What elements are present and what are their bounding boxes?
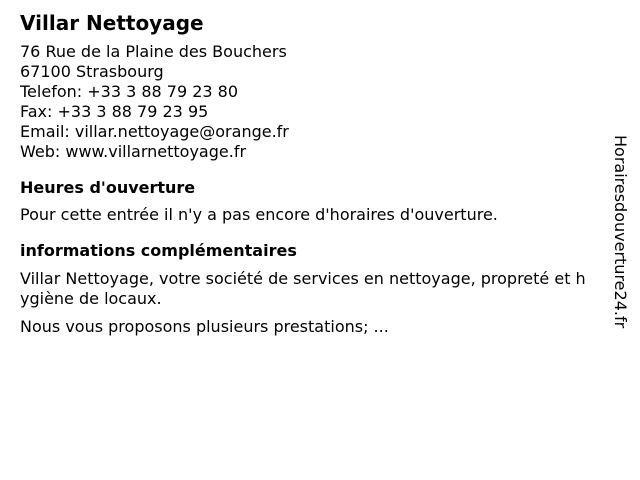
email-address: Email: villar.nettoyage@orange.fr <box>20 122 289 141</box>
additional-info-heading: informations complémentaires <box>20 241 297 260</box>
street-address: 76 Rue de la Plaine des Bouchers <box>20 42 287 61</box>
fax-number: Fax: +33 3 88 79 23 95 <box>20 102 209 121</box>
watermark-text: Horairesdouverture24.fr <box>611 135 630 329</box>
site-watermark <box>610 135 630 350</box>
contact-details <box>20 42 590 162</box>
phone-number: Telefon: +33 3 88 79 23 80 <box>20 82 239 101</box>
website: Web: www.villarnettoyage.fr <box>20 142 247 161</box>
additional-info-paragraph-2: Nous vous proposons plusieurs prestations; ... <box>20 317 389 336</box>
opening-hours-text: Pour cette entrée il n'y a pas encore d'horaires d'ouverture. <box>20 205 498 224</box>
additional-info-paragraph: Villar Nettoyage, votre société de services en nettoyage, propreté et hygiène de locaux. <box>20 269 586 308</box>
business-name: Villar Nettoyage <box>20 11 204 35</box>
opening-hours-heading: Heures d'ouverture <box>20 178 196 197</box>
business-entry <box>20 10 590 337</box>
postal-city: 67100 Strasbourg <box>20 62 164 81</box>
